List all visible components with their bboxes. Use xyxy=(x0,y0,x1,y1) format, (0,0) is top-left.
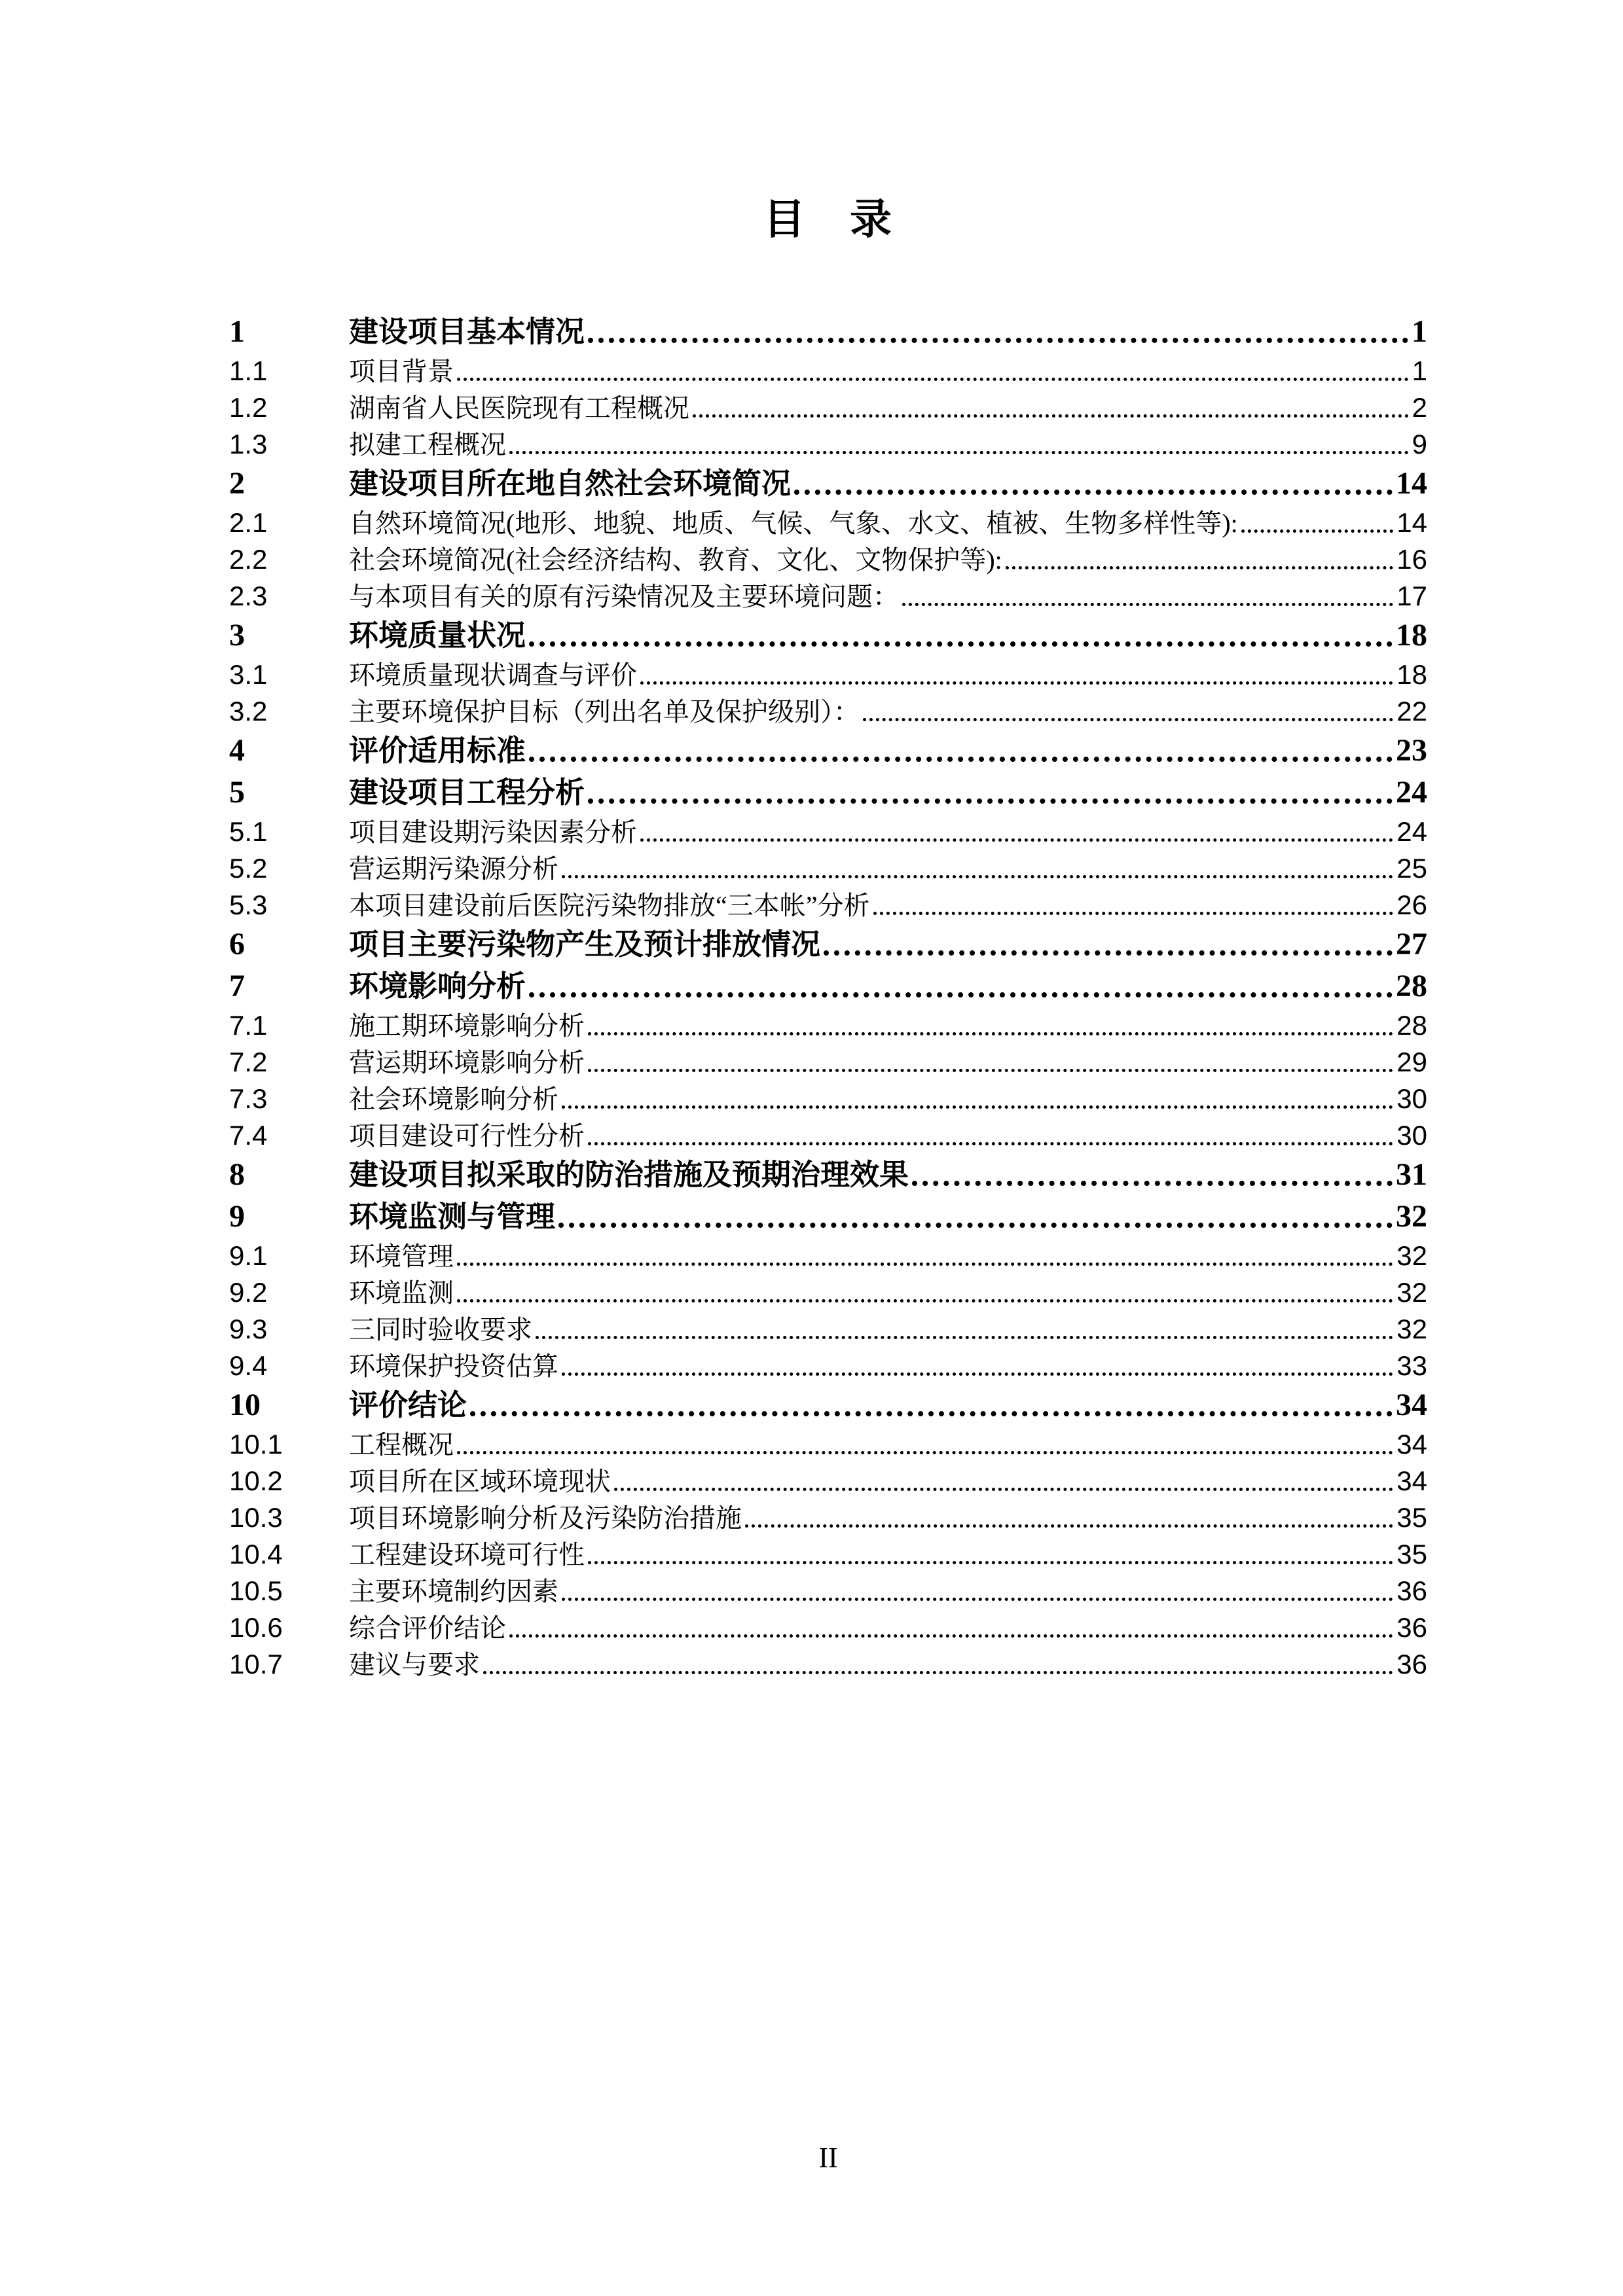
dot-leader xyxy=(588,338,1408,343)
toc-entry-title: 环境保护投资估算 xyxy=(349,1352,558,1381)
toc-list xyxy=(229,311,1427,1683)
toc-entry xyxy=(229,1384,1427,1426)
toc-entry-page: 27 xyxy=(1396,927,1427,961)
toc-entry-title: 营运期污染源分析 xyxy=(349,854,558,884)
toc-entry-page: 29 xyxy=(1396,1047,1427,1077)
toc-entry-title: 建设项目工程分析 xyxy=(349,776,585,809)
page-title: 目 录 xyxy=(763,196,893,243)
toc-entry-title: 环境质量状况 xyxy=(349,619,526,652)
toc-entry xyxy=(229,693,1427,730)
toc-entry xyxy=(229,541,1427,578)
dot-leader xyxy=(873,912,1394,915)
toc-entry-number: 5 xyxy=(229,775,245,810)
dot-leader xyxy=(457,1299,1393,1302)
toc-entry-page: 34 xyxy=(1396,1429,1427,1460)
toc-entry xyxy=(229,615,1427,656)
toc-entry-title: 项目背景 xyxy=(349,357,454,386)
toc-entry xyxy=(229,887,1427,924)
toc-entry-page: 18 xyxy=(1396,618,1427,653)
toc-entry-title: 环境监测 xyxy=(349,1278,454,1308)
dot-leader xyxy=(529,641,1393,647)
toc-entry-page: 9 xyxy=(1412,429,1427,459)
toc-entry-title: 项目所在区域环境现状 xyxy=(349,1467,611,1496)
toc-entry-title: 建设项目所在地自然社会环境简况 xyxy=(349,467,792,500)
dot-leader xyxy=(529,992,1393,997)
toc-entry-page: 23 xyxy=(1396,733,1427,768)
toc-entry xyxy=(229,1238,1427,1274)
toc-entry xyxy=(229,1311,1427,1348)
toc-entry-title: 建设项目基本情况 xyxy=(349,315,585,348)
toc-entry-page: 28 xyxy=(1396,969,1427,1003)
dot-leader xyxy=(824,950,1393,956)
dot-leader xyxy=(529,757,1393,762)
toc-entry-title: 社会环境影响分析 xyxy=(349,1085,558,1114)
toc-entry-number: 2.2 xyxy=(229,544,268,575)
toc-entry-page: 14 xyxy=(1396,466,1427,501)
toc-entry-page: 18 xyxy=(1396,659,1427,690)
toc-entry-number: 4 xyxy=(229,733,245,768)
toc-entry-page: 26 xyxy=(1396,889,1427,920)
dot-leader xyxy=(588,1561,1393,1564)
toc-entry xyxy=(229,1196,1427,1238)
toc-entry-number: 1.3 xyxy=(229,429,268,459)
footer-page-number: II xyxy=(818,2142,838,2174)
toc-entry xyxy=(229,1348,1427,1384)
dot-leader xyxy=(588,1069,1393,1072)
toc-entry xyxy=(229,463,1427,505)
dot-leader xyxy=(509,451,1409,454)
dot-leader xyxy=(562,1372,1393,1376)
toc-entry-title: 自然环境简况(地形、地貌、地质、气候、气象、水文、植被、生物多样性等): xyxy=(349,509,1238,538)
toc-entry-number: 10.5 xyxy=(229,1575,283,1606)
toc-entry-number: 7.3 xyxy=(229,1083,268,1114)
dot-leader xyxy=(536,1336,1393,1339)
dot-leader xyxy=(457,1263,1393,1266)
toc-entry-title: 项目建设可行性分析 xyxy=(349,1121,585,1151)
toc-entry-number: 9.1 xyxy=(229,1240,268,1271)
toc-entry-page: 35 xyxy=(1396,1539,1427,1570)
toc-entry xyxy=(229,578,1427,615)
dot-leader xyxy=(457,378,1409,381)
toc-entry xyxy=(229,1044,1427,1081)
toc-entry xyxy=(229,850,1427,887)
toc-entry-number: 9.3 xyxy=(229,1314,268,1344)
toc-entry-page: 16 xyxy=(1396,544,1427,575)
dot-leader xyxy=(745,1524,1393,1528)
dot-leader xyxy=(588,1032,1393,1035)
toc-entry-title: 项目环境影响分析及污染防治措施 xyxy=(349,1503,742,1533)
toc-entry-page: 36 xyxy=(1396,1649,1427,1679)
dot-leader xyxy=(562,875,1393,878)
toc-entry xyxy=(229,426,1427,463)
toc-entry-number: 10.2 xyxy=(229,1465,283,1496)
toc-entry xyxy=(229,1117,1427,1154)
toc-entry-number: 10.4 xyxy=(229,1539,283,1570)
toc-entry-page: 30 xyxy=(1396,1120,1427,1151)
toc-entry-number: 9.2 xyxy=(229,1277,268,1308)
toc-entry-title: 环境质量现状调查与评价 xyxy=(349,660,637,690)
dot-leader xyxy=(863,718,1393,721)
dot-leader xyxy=(562,1598,1393,1601)
toc-entry-title: 拟建工程概况 xyxy=(349,430,506,459)
toc-entry xyxy=(229,965,1427,1007)
toc-entry-page: 2 xyxy=(1412,392,1427,423)
toc-entry-number: 2.3 xyxy=(229,581,268,611)
dot-leader xyxy=(562,1105,1393,1109)
toc-entry-page: 14 xyxy=(1396,507,1427,538)
toc-entry-title: 评价结论 xyxy=(349,1389,467,1422)
toc-entry-page: 34 xyxy=(1396,1388,1427,1422)
dot-leader xyxy=(483,1671,1393,1674)
dot-leader xyxy=(640,838,1393,842)
toc-entry-page: 33 xyxy=(1396,1350,1427,1381)
toc-entry-number: 5.2 xyxy=(229,853,268,884)
toc-entry-page: 24 xyxy=(1396,775,1427,810)
toc-entry-number: 9.4 xyxy=(229,1350,268,1381)
toc-entry-number: 10 xyxy=(229,1388,261,1422)
toc-entry xyxy=(229,1536,1427,1573)
dot-leader xyxy=(902,603,1393,606)
toc-entry-number: 7.4 xyxy=(229,1120,268,1151)
toc-entry xyxy=(229,1081,1427,1117)
toc-entry-number: 9 xyxy=(229,1199,245,1234)
toc-entry-number: 1.2 xyxy=(229,392,268,423)
dot-leader xyxy=(558,1223,1393,1228)
toc-entry-number: 2 xyxy=(229,466,245,501)
toc-entry xyxy=(229,1573,1427,1609)
toc-entry-title: 湖南省人民医院现有工程概况 xyxy=(349,393,689,423)
dot-leader xyxy=(470,1411,1393,1416)
toc-entry xyxy=(229,1426,1427,1463)
toc-entry-page: 28 xyxy=(1396,1010,1427,1041)
toc-entry-number: 2.1 xyxy=(229,507,268,538)
toc-entry xyxy=(229,1499,1427,1536)
toc-entry-title: 施工期环境影响分析 xyxy=(349,1011,585,1041)
toc-entry-title: 评价适用标准 xyxy=(349,734,526,767)
toc-entry-number: 7.1 xyxy=(229,1010,268,1041)
toc-entry-title: 主要环境制约因素 xyxy=(349,1577,558,1606)
toc-entry-page: 17 xyxy=(1396,581,1427,611)
toc-entry-number: 7 xyxy=(229,969,245,1003)
toc-entry-page: 22 xyxy=(1396,696,1427,726)
toc-entry xyxy=(229,353,1427,389)
dot-leader xyxy=(614,1488,1393,1491)
toc-entry-title: 环境管理 xyxy=(349,1242,454,1271)
toc-entry-number: 3.1 xyxy=(229,659,268,690)
toc-entry xyxy=(229,1646,1427,1683)
toc-entry xyxy=(229,772,1427,814)
dot-leader xyxy=(1006,566,1394,569)
toc-entry-title: 营运期环境影响分析 xyxy=(349,1048,585,1077)
toc-entry-page: 25 xyxy=(1396,853,1427,884)
toc-entry-number: 10.3 xyxy=(229,1502,283,1533)
toc-entry-number: 5.3 xyxy=(229,889,268,920)
dot-leader xyxy=(588,1142,1393,1145)
toc-entry-title: 与本项目有关的原有污染情况及主要环境问题： xyxy=(349,582,899,611)
dot-leader xyxy=(509,1634,1393,1638)
toc-entry-title: 项目建设期污染因素分析 xyxy=(349,817,637,847)
toc-entry-number: 7.2 xyxy=(229,1047,268,1077)
toc-entry-number: 10.1 xyxy=(229,1429,283,1460)
toc-entry-page: 24 xyxy=(1396,816,1427,847)
toc-entry-page: 31 xyxy=(1396,1157,1427,1192)
dot-leader xyxy=(640,681,1393,685)
toc-entry xyxy=(229,1154,1427,1196)
toc-entry-title: 三同时验收要求 xyxy=(349,1315,532,1344)
toc-entry-page: 36 xyxy=(1396,1575,1427,1606)
toc-entry xyxy=(229,1274,1427,1311)
toc-entry-page: 32 xyxy=(1396,1277,1427,1308)
toc-entry xyxy=(229,311,1427,353)
toc-entry-number: 8 xyxy=(229,1157,245,1192)
dot-leader xyxy=(1241,529,1394,533)
toc-entry xyxy=(229,389,1427,426)
toc-entry-page: 30 xyxy=(1396,1083,1427,1114)
toc-entry-page: 1 xyxy=(1412,355,1427,386)
toc-entry-number: 3.2 xyxy=(229,696,268,726)
toc-entry-title: 建设项目拟采取的防治措施及预期治理效果 xyxy=(349,1158,909,1191)
toc-entry-number: 1 xyxy=(229,314,245,349)
toc-entry-title: 工程概况 xyxy=(349,1430,454,1460)
dot-leader xyxy=(912,1181,1393,1186)
toc-entry-title: 项目主要污染物产生及预计排放情况 xyxy=(349,928,821,961)
dot-leader xyxy=(457,1451,1393,1454)
toc-entry-title: 环境监测与管理 xyxy=(349,1200,556,1233)
toc-entry xyxy=(229,1463,1427,1499)
toc-entry xyxy=(229,814,1427,850)
toc-entry xyxy=(229,730,1427,772)
toc-entry-page: 35 xyxy=(1396,1502,1427,1533)
toc-entry-title: 本项目建设前后医院污染物排放“三本帐”分析 xyxy=(349,891,870,920)
toc-entry xyxy=(229,656,1427,693)
toc-entry-page: 32 xyxy=(1396,1240,1427,1271)
toc-entry xyxy=(229,505,1427,541)
toc-entry-number: 10.7 xyxy=(229,1649,283,1679)
toc-entry-number: 10.6 xyxy=(229,1612,283,1643)
toc-entry-title: 环境影响分析 xyxy=(349,970,526,1003)
toc-entry-page: 36 xyxy=(1396,1612,1427,1643)
toc-entry-number: 5.1 xyxy=(229,816,268,847)
toc-entry-page: 1 xyxy=(1412,314,1427,349)
toc-entry-page: 32 xyxy=(1396,1314,1427,1344)
toc-entry xyxy=(229,1007,1427,1044)
dot-leader xyxy=(588,798,1393,804)
dot-leader xyxy=(693,414,1409,418)
toc-entry-title: 社会环境简况(社会经济结构、教育、文化、文物保护等): xyxy=(349,545,1002,575)
toc-entry-title: 建议与要求 xyxy=(349,1650,480,1679)
dot-leader xyxy=(794,490,1393,495)
toc-entry-number: 6 xyxy=(229,927,245,961)
toc-entry xyxy=(229,1609,1427,1646)
toc-entry-number: 3 xyxy=(229,618,245,653)
toc-entry xyxy=(229,924,1427,965)
toc-entry-page: 32 xyxy=(1396,1199,1427,1234)
toc-entry-title: 工程建设环境可行性 xyxy=(349,1540,585,1570)
toc-entry-number: 1.1 xyxy=(229,355,268,386)
page-content xyxy=(229,196,1427,1683)
toc-entry-title: 主要环境保护目标（列出名单及保护级别）： xyxy=(349,697,860,726)
toc-entry-title: 综合评价结论 xyxy=(349,1613,506,1643)
toc-entry-page: 34 xyxy=(1396,1465,1427,1496)
